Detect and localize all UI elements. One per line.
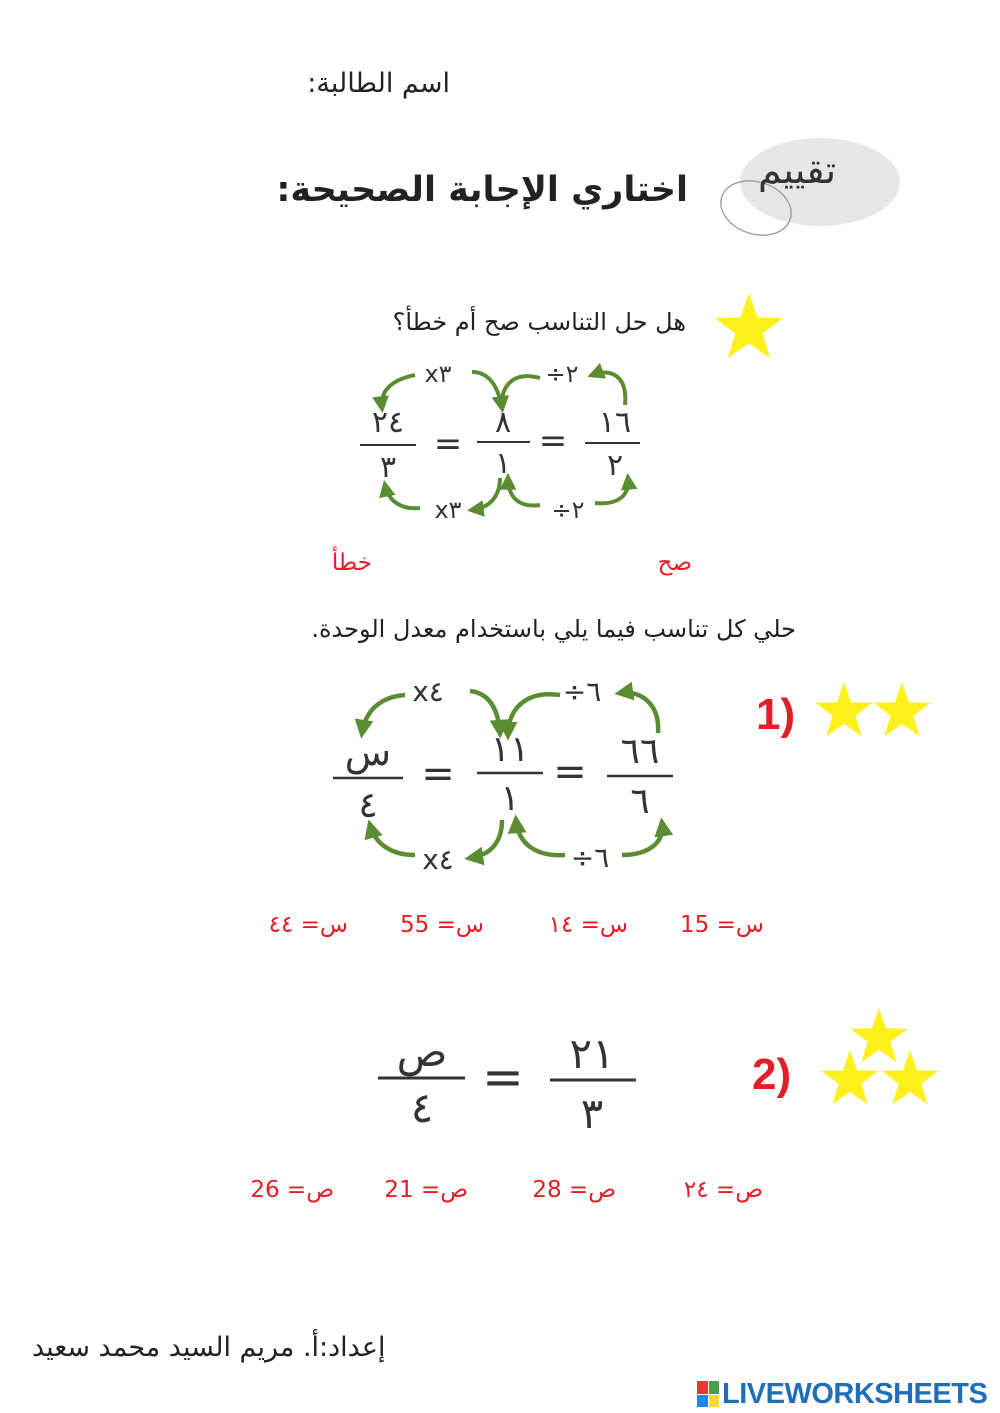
badge-label: تقييم	[758, 148, 837, 192]
q1-option-4[interactable]: س= ٤٤	[268, 912, 348, 938]
q2-option-3[interactable]: ص= 21	[384, 1177, 468, 1203]
fraction-2-denominator: ٤	[410, 1083, 434, 1132]
fraction-3-numerator: ٢٤	[371, 405, 405, 440]
arrow-right-top	[620, 693, 658, 733]
q2-option-1[interactable]: ص= ٢٤	[683, 1177, 763, 1203]
star-icon	[710, 290, 790, 362]
arrow-center-bottom-a	[516, 820, 565, 855]
stars-q1	[812, 676, 937, 742]
fraction-2-denominator: ١	[494, 446, 512, 481]
fraction-2-numerator: ١١	[490, 729, 530, 770]
op-left-bottom: x٣	[434, 496, 462, 524]
op-right-top: ÷٦	[562, 675, 602, 708]
op-left-bottom: x٤	[422, 843, 454, 876]
question-1-label: 1)	[756, 690, 796, 739]
fraction-1-denominator: ٦	[630, 781, 650, 822]
page-title: اختاري الإجابة الصحيحة:	[276, 170, 688, 210]
star-icon	[851, 1008, 908, 1062]
arrow-left-top	[362, 695, 405, 733]
fraction-1-denominator: ٢	[606, 448, 624, 483]
op-left-top: x٤	[412, 675, 444, 708]
fraction-1-numerator: ٦٦	[620, 731, 660, 772]
equals-sign: =	[421, 751, 455, 797]
fraction-1-denominator: ٣	[580, 1089, 604, 1138]
option-true[interactable]: صح	[657, 550, 692, 576]
arrow-center-bottom-b	[472, 478, 500, 510]
star-icon	[874, 682, 931, 736]
arrow-left-bottom	[385, 485, 420, 508]
q1-proportion-diagram	[320, 665, 690, 880]
star-icon	[822, 1050, 879, 1104]
q1-option-3[interactable]: س= 55	[400, 912, 484, 938]
student-name-label: اسم الطالبة:	[307, 68, 450, 99]
fraction-3-denominator: ٣	[379, 450, 397, 485]
q2-option-4[interactable]: ص= 26	[250, 1177, 334, 1203]
assessment-badge	[718, 138, 900, 238]
equals-sign: =	[538, 421, 568, 461]
fraction-1-numerator: ١٦	[598, 405, 632, 440]
arrow-center-top-a	[502, 376, 540, 408]
fraction-2-numerator: ٨	[494, 405, 512, 440]
stars-q2	[815, 1002, 945, 1112]
arrow-right-bottom	[622, 823, 662, 855]
arrow-right-top	[592, 373, 625, 405]
arrow-center-bottom-a	[508, 478, 540, 506]
op-right-bottom: ÷٢	[551, 496, 585, 524]
equals-sign: =	[553, 749, 587, 795]
star-icon	[882, 1050, 939, 1104]
q2-proportion	[370, 1020, 650, 1150]
arrow-center-bottom-b	[470, 820, 502, 858]
logo-text: LIVEWORKSHEETS	[722, 1377, 988, 1410]
arrow-center-top-b	[470, 691, 500, 733]
question-intro-text: هل حل التناسب صح أم خطأ؟	[392, 308, 686, 336]
fraction-3-denominator: ٤	[358, 785, 378, 826]
op-right-top: ÷٢	[545, 360, 579, 388]
instruction-text: حلي كل تناسب فيما يلي باستخدام معدل الوحدة.	[311, 615, 796, 643]
fraction-1-numerator: ٢١	[569, 1029, 615, 1078]
arrow-left-bottom	[370, 825, 415, 855]
fraction-3-numerator: س	[344, 730, 392, 774]
logo-icon	[697, 1381, 719, 1407]
arrow-left-top	[382, 375, 415, 408]
q2-option-2[interactable]: ص= 28	[532, 1177, 616, 1203]
arrow-center-top-b	[472, 372, 502, 408]
q1-option-1[interactable]: س= 15	[680, 912, 764, 938]
author-credit: إعداد:أ. مريم السيد محمد سعيد	[32, 1332, 386, 1363]
intro-proportion-diagram	[340, 350, 660, 530]
star-icon	[816, 682, 873, 736]
q1-option-2[interactable]: س= ١٤	[548, 912, 628, 938]
op-left-top: x٣	[424, 360, 452, 388]
equals-sign: =	[482, 1048, 524, 1106]
equals-sign: =	[433, 424, 463, 464]
op-right-bottom: ÷٦	[570, 841, 610, 874]
fraction-2-denominator: ١	[500, 778, 520, 819]
question-2-label: 2)	[752, 1050, 792, 1099]
liveworksheets-logo	[697, 1376, 987, 1412]
option-false[interactable]: خطأ	[331, 550, 372, 576]
fraction-2-numerator: ص	[396, 1027, 448, 1076]
